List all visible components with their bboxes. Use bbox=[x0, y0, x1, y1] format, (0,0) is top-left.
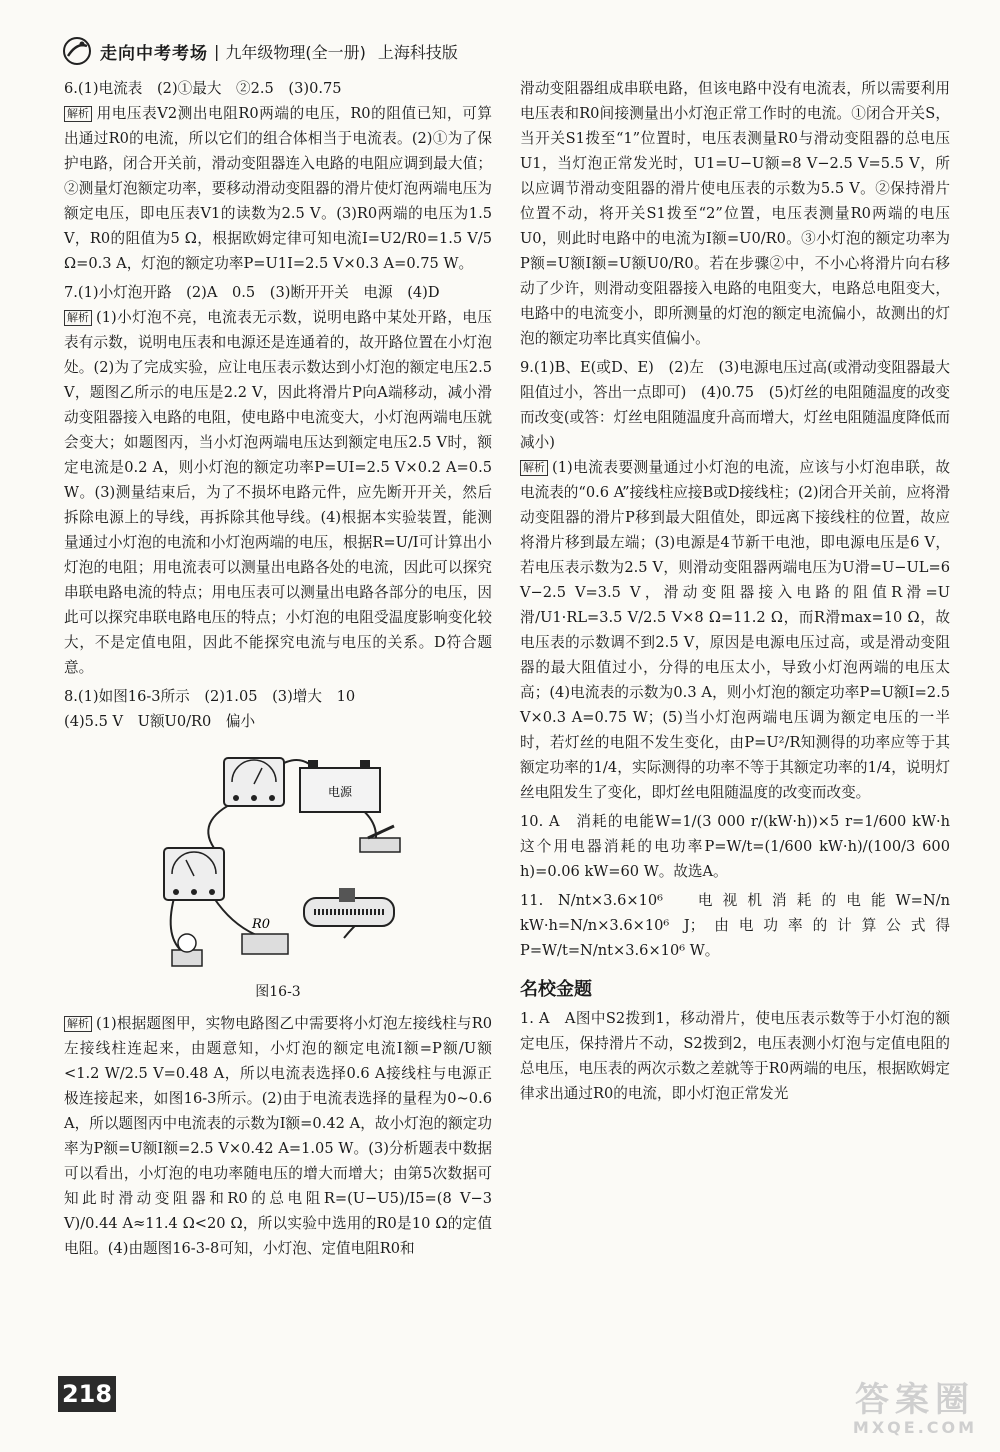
explanation-8-text: (1)根据题图甲，实物电路图乙中需要将小灯泡左接线柱与R0左接线柱连起来，由题意知，小灯泡的额定电流I额=P额/U额<1.2 W/2.5 V=0.48 A，所以电流表选择0.6 A接线柱与电源正极连接起来，如图16-3所示。(2)由于电流表选择的量程为0~0.6 A，所以题图丙中电流表的示数为I额=0.42 A，故小灯泡的额定功率为P额=U额I额=2.5 V×0.42 A=1.05 W。(3)分析题表中数据可以看出，小灯泡的电功率随电压的增大而增大；由第5次数据可知此时滑动变阻器和R0的总电阻R=(U−U5)/I5=(8 V−3 V)/0.44 A≈11.4 Ω<20 Ω，所以实验中选用的R0是10 Ω的定值电阻。(4)由题图16-3-8可知，小灯泡、定值电阻R0和 bbox=[64, 1015, 492, 1257]
circuit-diagram-icon bbox=[64, 738, 492, 978]
answer-6: 6.(1)电流表 (2)①最大 ②2.5 (3)0.75 bbox=[64, 80, 342, 97]
circuit-figure bbox=[64, 738, 492, 978]
page-number: 218 bbox=[58, 1376, 116, 1412]
answer-famous-1: 1. A A图中S2拨到1，移动滑片，使电压表示数等于小灯泡的额定电压，保持滑片不动，S2拨到2，电压表测小灯泡与定值电阻的总电压，电压表的两次示数之差就等于R0两端的电压，根据欧姆定律求出通过R0的电流，即小灯泡正常发光 bbox=[520, 1010, 950, 1102]
analysis-badge: 解析 bbox=[64, 1016, 92, 1032]
explanation-9 bbox=[520, 455, 950, 805]
explanation-6-text: 用电压表V2测出电阻R0两端的电压，R0的阻值已知，可算出通过R0的电流，所以它们的组合体相当于电流表。(2)①为了保护电路，闭合开关前，滑动变阻器连入电路的电阻应调到最大值；②测量灯泡额定功率，要移动滑动变阻器的滑片使灯泡两端电压为额定电压，即电压表V1的读数为2.5 V。(3)R0两端的电压为1.5 V，R0的阻值为5 Ω，根据欧姆定律可知电流I=U2/R0=1.5 V/5 Ω=0.3 A，灯泡的额定功率P=U1I=2.5 V×0.3 A=0.75 W。 bbox=[64, 105, 492, 272]
answer-8-part4: (4)5.5 V U额U0/R0 偏小 bbox=[64, 713, 256, 730]
rheostat-icon bbox=[304, 888, 394, 926]
publisher: 上海科技版 bbox=[377, 42, 458, 62]
watermark-line1: 答案圈 bbox=[855, 1380, 975, 1420]
lamp-icon bbox=[172, 934, 202, 966]
answer-10: 10. A 消耗的电能W=1/(3 000 r/(kW·h))×5 r=1/600 kW·h 这个用电器消耗的电功率P=W/t=(1/600 kW·h)/(100/3 600 h)=0.06 kW=60 W。故选A。 bbox=[520, 813, 965, 880]
explanation-8 bbox=[64, 1011, 492, 1261]
section-title: 名校金题 bbox=[520, 979, 592, 1000]
switch-icon bbox=[360, 826, 400, 852]
brand-title: 走向中考考场 bbox=[100, 43, 208, 64]
explanation-8-continued: 滑动变阻器组成串联电路，但该电路中没有电流表，所以需要利用电压表和R0间接测量出小灯泡正常工作时的电流。①闭合开关S，当开关S1拨至“1”位置时，电压表测量R0与滑动变阻器的总电压U1，当灯泡正常发光时，U1=U−U额=8 V−2.5 V=5.5 V，所以应调节滑动变阻器的滑片使电压表的示数为5.5 V。②保持滑片位置不动，将开关S1拨至“2”位置，电压表测量R0两端的电压U0，则此时电路中的电流为I额=U0/R0。③小灯泡的额定功率为P额=U额I额=U额U0/R0。若在步骤②中，不小心将滑片向右移动了少许，则滑动变阻器接入电路的电阻变大，电路总电阻变大，电路中的电流变小，即所测量的灯泡的额定电流偏小，故测出的灯泡的额定功率比真实值偏小。 bbox=[520, 80, 950, 347]
page-header bbox=[60, 34, 960, 68]
right-column bbox=[520, 76, 965, 1110]
book-title: 九年级物理(全一册) bbox=[225, 42, 366, 62]
battery-icon bbox=[300, 760, 380, 812]
battery-label: 电源 bbox=[327, 785, 353, 799]
resistor-icon bbox=[242, 917, 288, 954]
explanation-7 bbox=[64, 305, 492, 680]
figure-caption: 图16-3 bbox=[255, 984, 301, 1000]
watermark bbox=[840, 1382, 990, 1442]
explanation-6 bbox=[64, 101, 492, 276]
explanation-9-text: (1)电流表要测量通过小灯泡的电流，应该与小灯泡串联，故电流表的“0.6 A”接线柱应接B或D接线柱；(2)闭合开关前，应将滑动变阻器的滑片P移到最大阻值处，即远离下接线柱的位置，故应将滑片移到最左端；(3)电源是4节新干电池，即电源电压是6 V，若电压表示数为2.5 V，则滑动变阻器两端电压为U滑=U−UL=6 V−2.5 V=3.5 V，滑动变阻器接入电路的阻值R滑=U滑/U1·RL=3.5 V/2.5 V×8 Ω=11.2 Ω，而R滑max=10 Ω，故电压表的示数调不到2.5 V，原因是电源电压过高，或是滑动变阻器的最大阻值过小，分得的电压太小，导致小灯泡两端的电压太高；(4)电流表的示数为0.3 A，则小灯泡的额定功率P=U额I=2.5 V×0.3 A=0.75 W；(5)当小灯泡两端电压调为额定电压的一半时，若灯丝的电阻不发生变化，由P=U²/R知测得的功率应等于其额定功率的1/4，实际测得的功率不等于其额定功率的1/4，说明灯丝电阻发生了变化，即灯丝电阻随温度的改变而改变。 bbox=[520, 459, 950, 801]
answer-9: 9.(1)B、E(或D、E) (2)左 (3)电源电压过高(或滑动变阻器最大阻值过小，答出一点即可) (4)0.75 (5)灯丝的电阻随温度的改变而改变(或答：灯丝电阻随温度升高而增大，灯丝电阻随温度降低而减小) bbox=[520, 359, 950, 451]
header-separator: | bbox=[214, 41, 220, 61]
answer-7: 7.(1)小灯泡开路 (2)A 0.5 (3)断开开关 电源 (4)D bbox=[64, 284, 440, 301]
analysis-badge: 解析 bbox=[520, 460, 548, 476]
answer-11: 11. N/nt×3.6×10⁶ 电视机消耗的电能W=N/n kW·h=N/n×3.6×10⁶ J；由电功率的计算公式得P=W/t=N/nt×3.6×10⁶ W。 bbox=[520, 892, 950, 959]
watermark-line2: MXQE.COM bbox=[852, 1418, 978, 1437]
voltmeter-icon bbox=[164, 848, 224, 900]
analysis-badge: 解析 bbox=[64, 106, 92, 122]
answer-8: 8.(1)如图16-3所示 (2)1.05 (3)增大 10 bbox=[64, 688, 356, 705]
analysis-badge: 解析 bbox=[64, 310, 92, 326]
ammeter-icon bbox=[224, 758, 284, 806]
explanation-7-text: (1)小灯泡不亮，电流表无示数，说明电路中某处开路，电压表有示数，说明电压表和电源还是连通着的，故开路位置在小灯泡处。(2)为了完成实验，应让电压表示数达到小灯泡的额定电压2.5 V，题图乙所示的电压是2.2 V，因此将滑片P向A端移动，减小滑动变阻器接入电路的电阻，使电路中电流变大，小灯泡两端电压就会变大；如题图丙，当小灯泡两端电压达到额定电压2.5 V时，额定电流是0.2 A，则小灯泡的额定功率P=UI=2.5 V×0.2 A=0.5 W。(3)测量结束后，为了不损坏电路元件，应先断开开关，然后拆除电源上的导线，再拆除其他导线。(4)根据本实验装置，能测量通过小灯泡的电流和小灯泡两端的电压，根据R=U/I可计算出小灯泡的电阻；用电流表可以测量出电路各处的电流，因此可以探究串联电路电流的特点；用电压表可以测量出电路各部分的电压，因此可以探究串联电路电压的特点；小灯泡的电阻受温度影响变化较大，不是定值电阻，因此不能探究电流与电压的关系。D符合题意。 bbox=[64, 309, 492, 676]
left-column bbox=[64, 76, 492, 1265]
resistor-label: R0 bbox=[252, 917, 271, 932]
runner-logo-icon bbox=[60, 36, 94, 66]
